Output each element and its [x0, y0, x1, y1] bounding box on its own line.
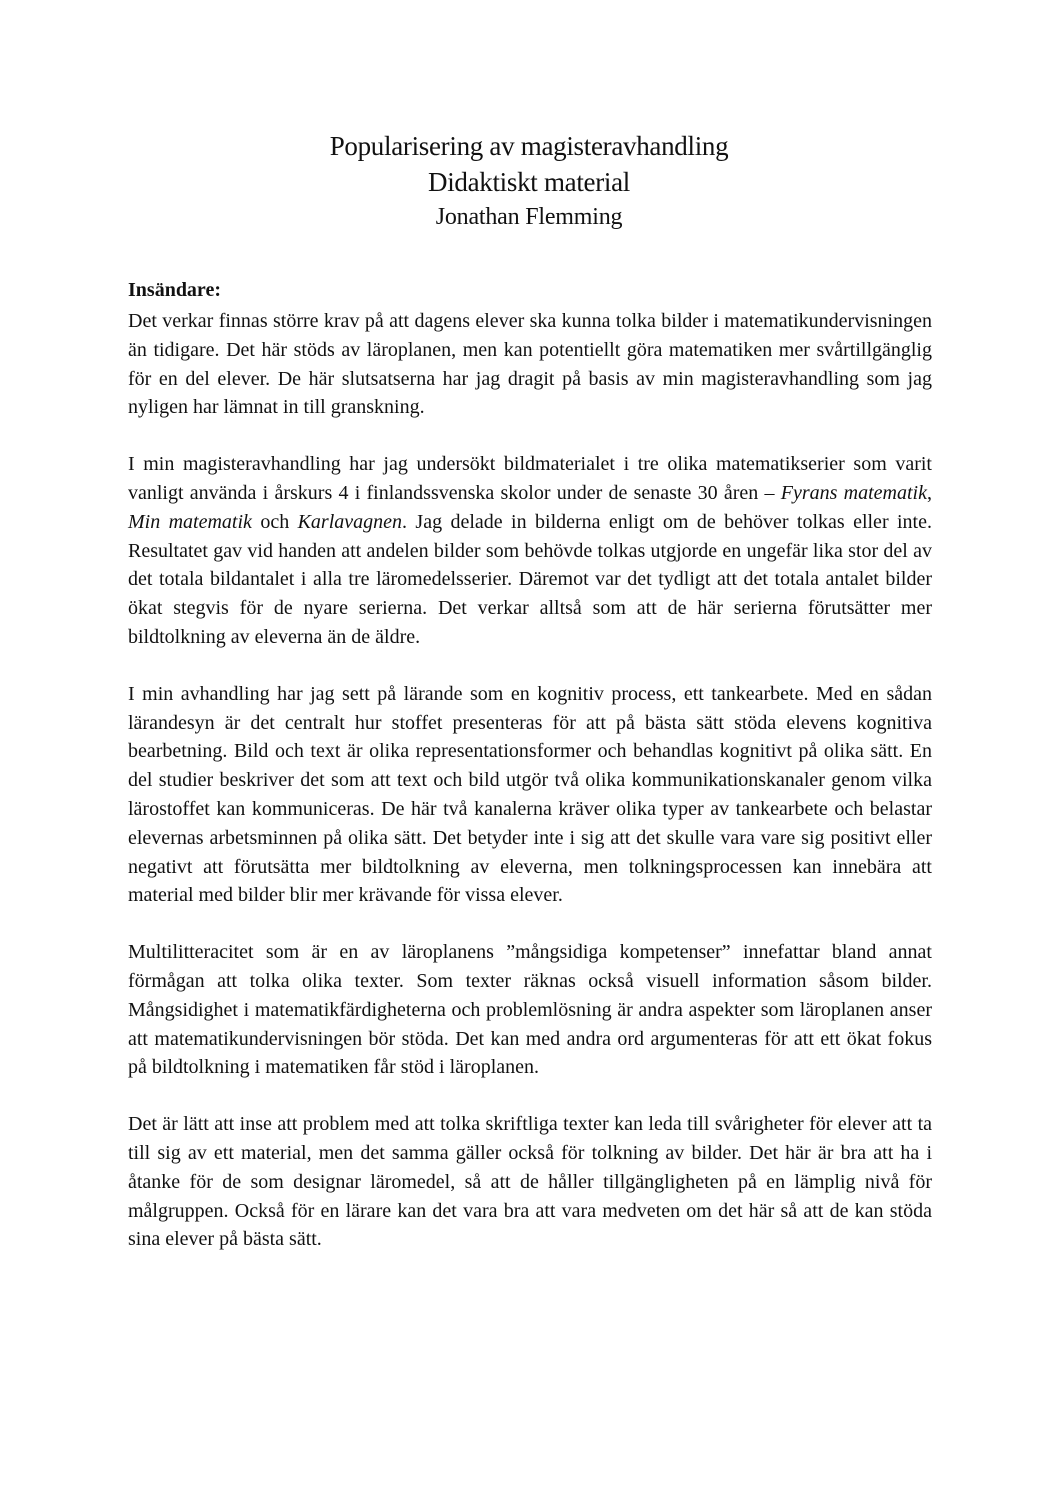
paragraph-4: Multilitteracitet som är en av läroplanens ”mångsidiga kompetenser” innefattar bland annat förmågan att tolka olika texter. Som texter räknas också visuell information såsom bilder. Mångsidighet i matematikfärdigheterna och problemlösning är andra aspekter som läroplanen anser att matematikundervisningen bör stöda. Det kan med andra ord argumenteras för att ett ökat fokus på bildtolkning i matematiken får stöd i läroplanen. — [128, 941, 932, 1079]
section-heading: Insändare: — [128, 279, 221, 301]
title-block — [0, 128, 1058, 234]
document-subtitle: Didaktiskt material — [428, 167, 630, 197]
document-title: Popularisering av magisteravhandling — [329, 131, 729, 161]
paragraph-2-intro: I min magisteravhandling har jag undersökt bildmaterialet i tre olika matematikserier som varit vanligt använda i årskurs 4 i finlandssvenska skolor under de senaste 30 åren – — [128, 453, 932, 504]
series-title-min-matematik: Min matematik — [128, 510, 252, 533]
document-author: Jonathan Flemming — [435, 204, 623, 230]
series-title-karlavagnen: Karlavagnen — [297, 510, 403, 533]
paragraph-3: I min avhandling har jag sett på lärande som en kognitiv process, ett tankearbete. Med en sådan lärandesyn är det centralt hur stoffet presenteras för att på bästa sätt stöda elevens kognitiva bearbetning. Bild och text är olika representationsformer och behandlas kognitivt på olika sätt. En del studier beskriver det som att text och bild utgör två olika kommunikationskanaler genom vilka lärostoffet kan kommuniceras. De här två kanalerna kräver olika typer av tankearbete och belastar elevernas arbetsminnen på olika sätt. Det betyder inte i sig att det skulle vara vare sig positivt eller negativt att förutsätta mer bildtolkning av eleverna, men tolkningsprocessen kan innebära att material med bilder blir mer krävande för vissa elever. — [128, 682, 932, 907]
paragraph-5: Det är lätt att inse att problem med att tolka skriftliga texter kan leda till svårigheter för elever att ta till sig av ett material, men det samma gäller också för tolkning av bilder. Det här är bra att ha i åtanke för de som designar läromedel, så att de håller tillgängligheten på en lämplig nivå för målgruppen. Också för en lärare kan det vara bra att vara medveten om det här så att de kan stöda sina elever på bästa sätt. — [128, 1113, 932, 1251]
series-title-fyrans-matematik: Fyrans matematik — [780, 481, 927, 504]
document-body — [128, 276, 932, 1254]
paragraph-1: Det verkar finnas större krav på att dagens elever ska kunna tolka bilder i matematikundervisningen än tidigare. Det här stöds av läroplanen, men kan potentiellt göra matematiken mer svårtillgänglig för en del elever. De här slutsatserna har jag dragit på basis av min magisteravhandling som jag nyligen har lämnat in till granskning. — [128, 310, 932, 419]
paragraph-2-rest: . Jag delade in bilderna enligt om de behöver tolkas eller inte. Resultatet gav vid handen att andelen bilder som behövde tolkas utgjorde en ungefär lika stor del av det totala bildantalet i alla tre läromedelsserier. Däremot var det tydligt att det totala antalet bilder ökat stegvis för de nyare serierna. Det verkar alltså som att de här serierna förutsätter mer bildtolkning av eleverna än de äldre. — [128, 510, 932, 648]
paragraph-2 — [128, 450, 932, 652]
series-separator: , — [927, 481, 932, 504]
series-separator: och — [251, 510, 298, 533]
